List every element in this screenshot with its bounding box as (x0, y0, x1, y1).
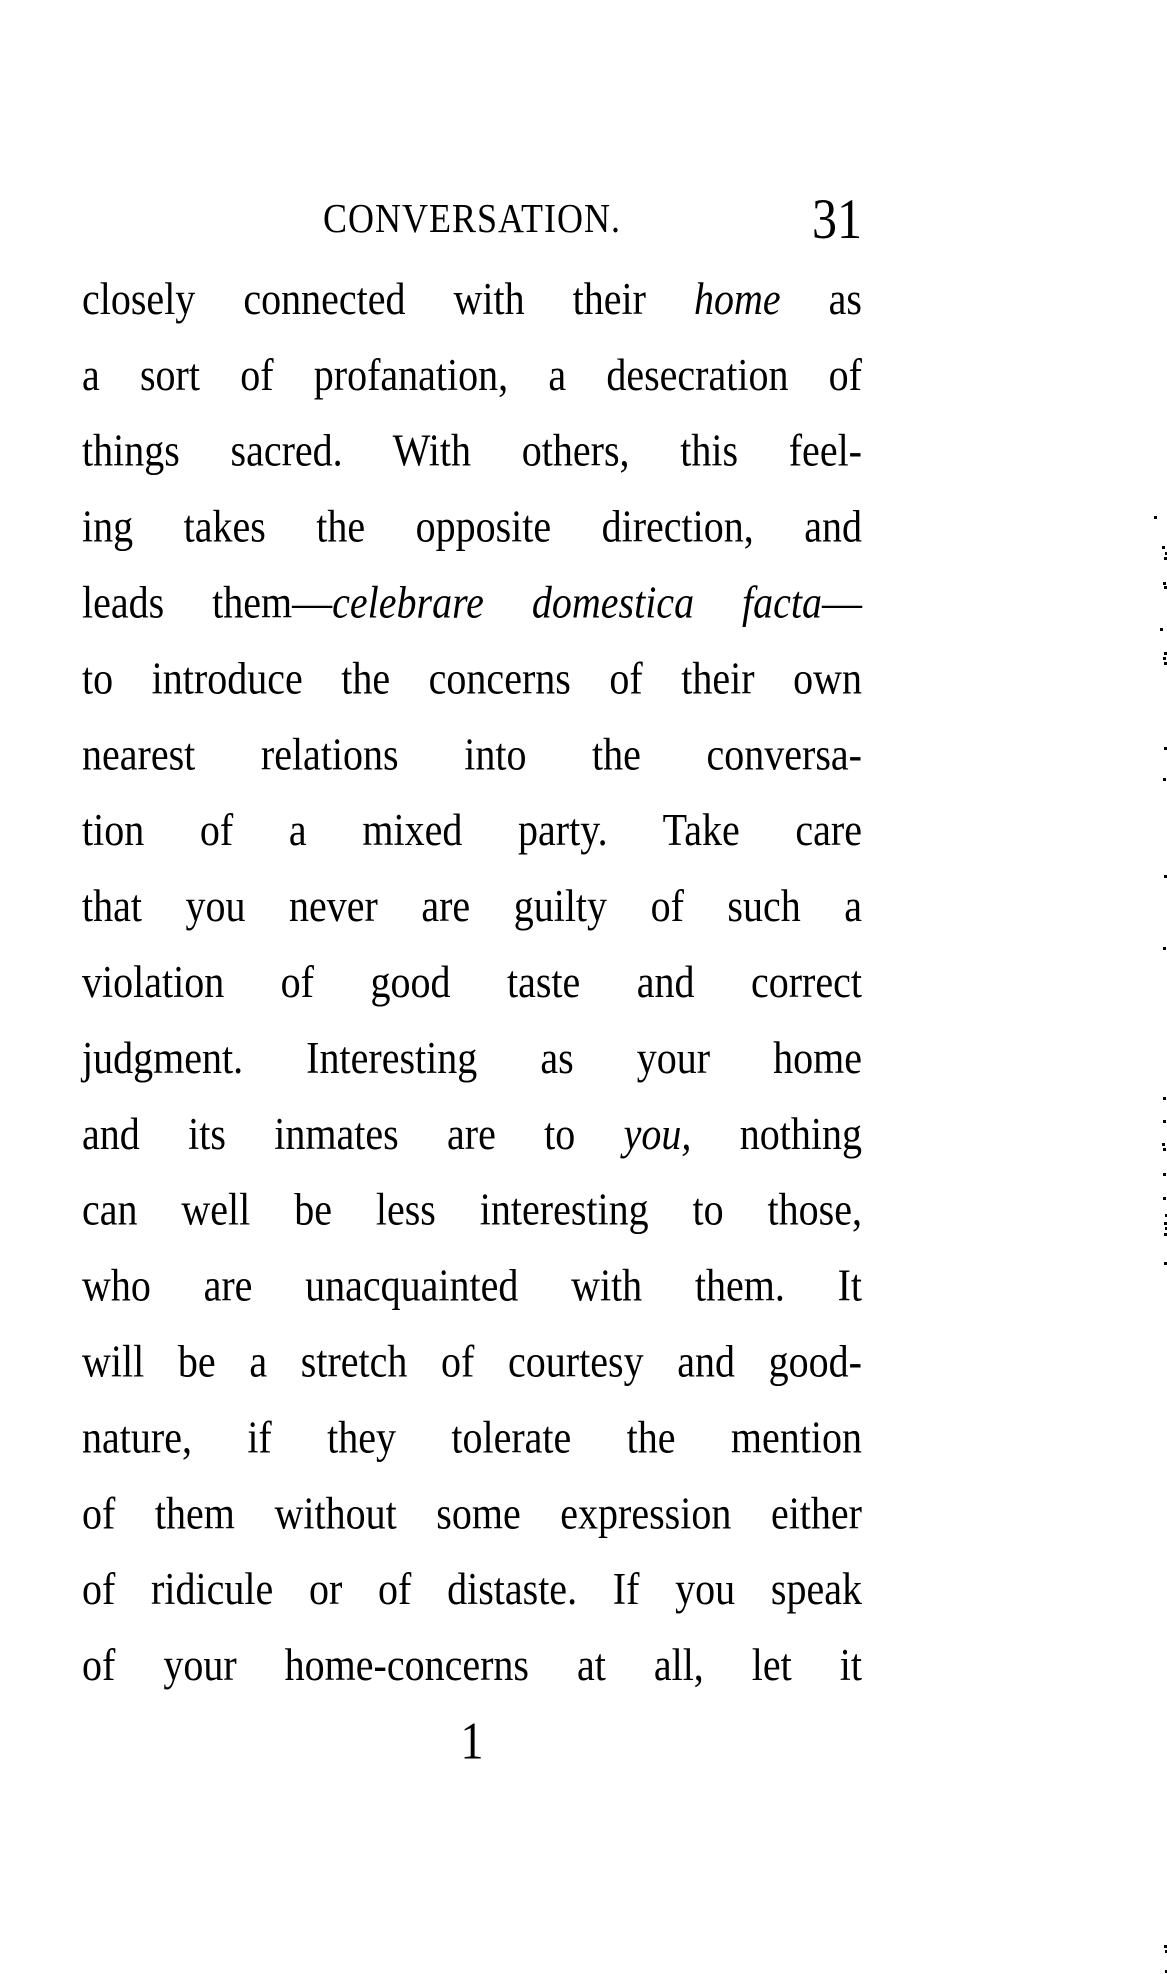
text-line (82, 792, 862, 868)
text-segment: of your home-concerns at all, let it (82, 1638, 862, 1691)
text-segment: that you never are guilty of such a (82, 879, 862, 932)
scan-speck (1163, 1097, 1166, 1100)
text-line (82, 641, 862, 717)
scan-speck (1163, 657, 1166, 660)
text-segment: and its inmates are to (82, 1107, 624, 1160)
scan-speck (1154, 516, 1157, 519)
italic-text-segment: celebrare domestica facta (332, 576, 823, 628)
text-segment: of them without some expression either (82, 1486, 862, 1539)
scan-speck (1162, 546, 1165, 549)
text-line (82, 1627, 862, 1703)
text-line (82, 1324, 862, 1400)
text-segment: to introduce the concerns of their own (82, 652, 862, 704)
text-segment: of ridicule or of distaste. If you speak (82, 1562, 862, 1615)
text-line (82, 1248, 862, 1324)
text-segment: as (780, 272, 862, 325)
scan-speck (1163, 947, 1166, 950)
text-segment: can well be less interesting to those, (82, 1183, 862, 1236)
italic-text-segment: you, (623, 1107, 692, 1160)
text-segment: nature, if they tolerate the mention (82, 1411, 862, 1463)
text-line (82, 413, 862, 489)
text-segment: will be a stretch of courtesy and good- (82, 1335, 862, 1387)
text-segment: ing takes the opposite direction, and (82, 500, 862, 552)
text-segment: tion of a mixed party. Take care (82, 803, 862, 856)
page-number: 31 (812, 186, 862, 251)
text-segment: violation of good taste and correct (82, 955, 862, 1008)
text-line (82, 868, 862, 944)
text-line (82, 489, 862, 565)
text-segment: nothing (691, 1107, 862, 1160)
text-line (82, 716, 862, 792)
scan-speck (1163, 778, 1166, 781)
scan-speck (1163, 1120, 1166, 1123)
text-segment: — (822, 576, 863, 628)
scan-speck (1162, 1143, 1165, 1146)
signature-mark: 1 (460, 1711, 484, 1770)
scan-speck (1160, 628, 1163, 631)
text-line (82, 944, 862, 1020)
scan-speck (1163, 582, 1166, 585)
scan-speck (1163, 1173, 1166, 1176)
text-line (82, 1400, 862, 1476)
scan-speck (1163, 1197, 1166, 1200)
text-line (82, 1172, 862, 1248)
text-line (82, 565, 862, 641)
italic-text-segment: home (694, 272, 781, 325)
text-line (82, 1551, 862, 1627)
scan-speck (1163, 1148, 1166, 1151)
body-text (82, 261, 862, 1779)
text-line (82, 1020, 862, 1096)
text-line (82, 1475, 862, 1551)
text-line (82, 1096, 862, 1172)
text-segment: things sacred. With others, this feel- (82, 424, 862, 477)
text-segment: leads them— (82, 576, 333, 628)
text-segment: a sort of profanation, a desecration of (82, 348, 862, 401)
text-line (82, 337, 862, 413)
text-segment: who are unacquainted with them. It (82, 1259, 862, 1311)
text-segment: closely connected with their (82, 272, 694, 325)
page-header (82, 186, 862, 252)
text-segment: nearest relations into the conversa- (82, 727, 862, 780)
text-line (82, 261, 862, 337)
text-segment: judgment. Interesting as your home (82, 1031, 862, 1084)
running-title: CONVERSATION. (322, 195, 621, 242)
